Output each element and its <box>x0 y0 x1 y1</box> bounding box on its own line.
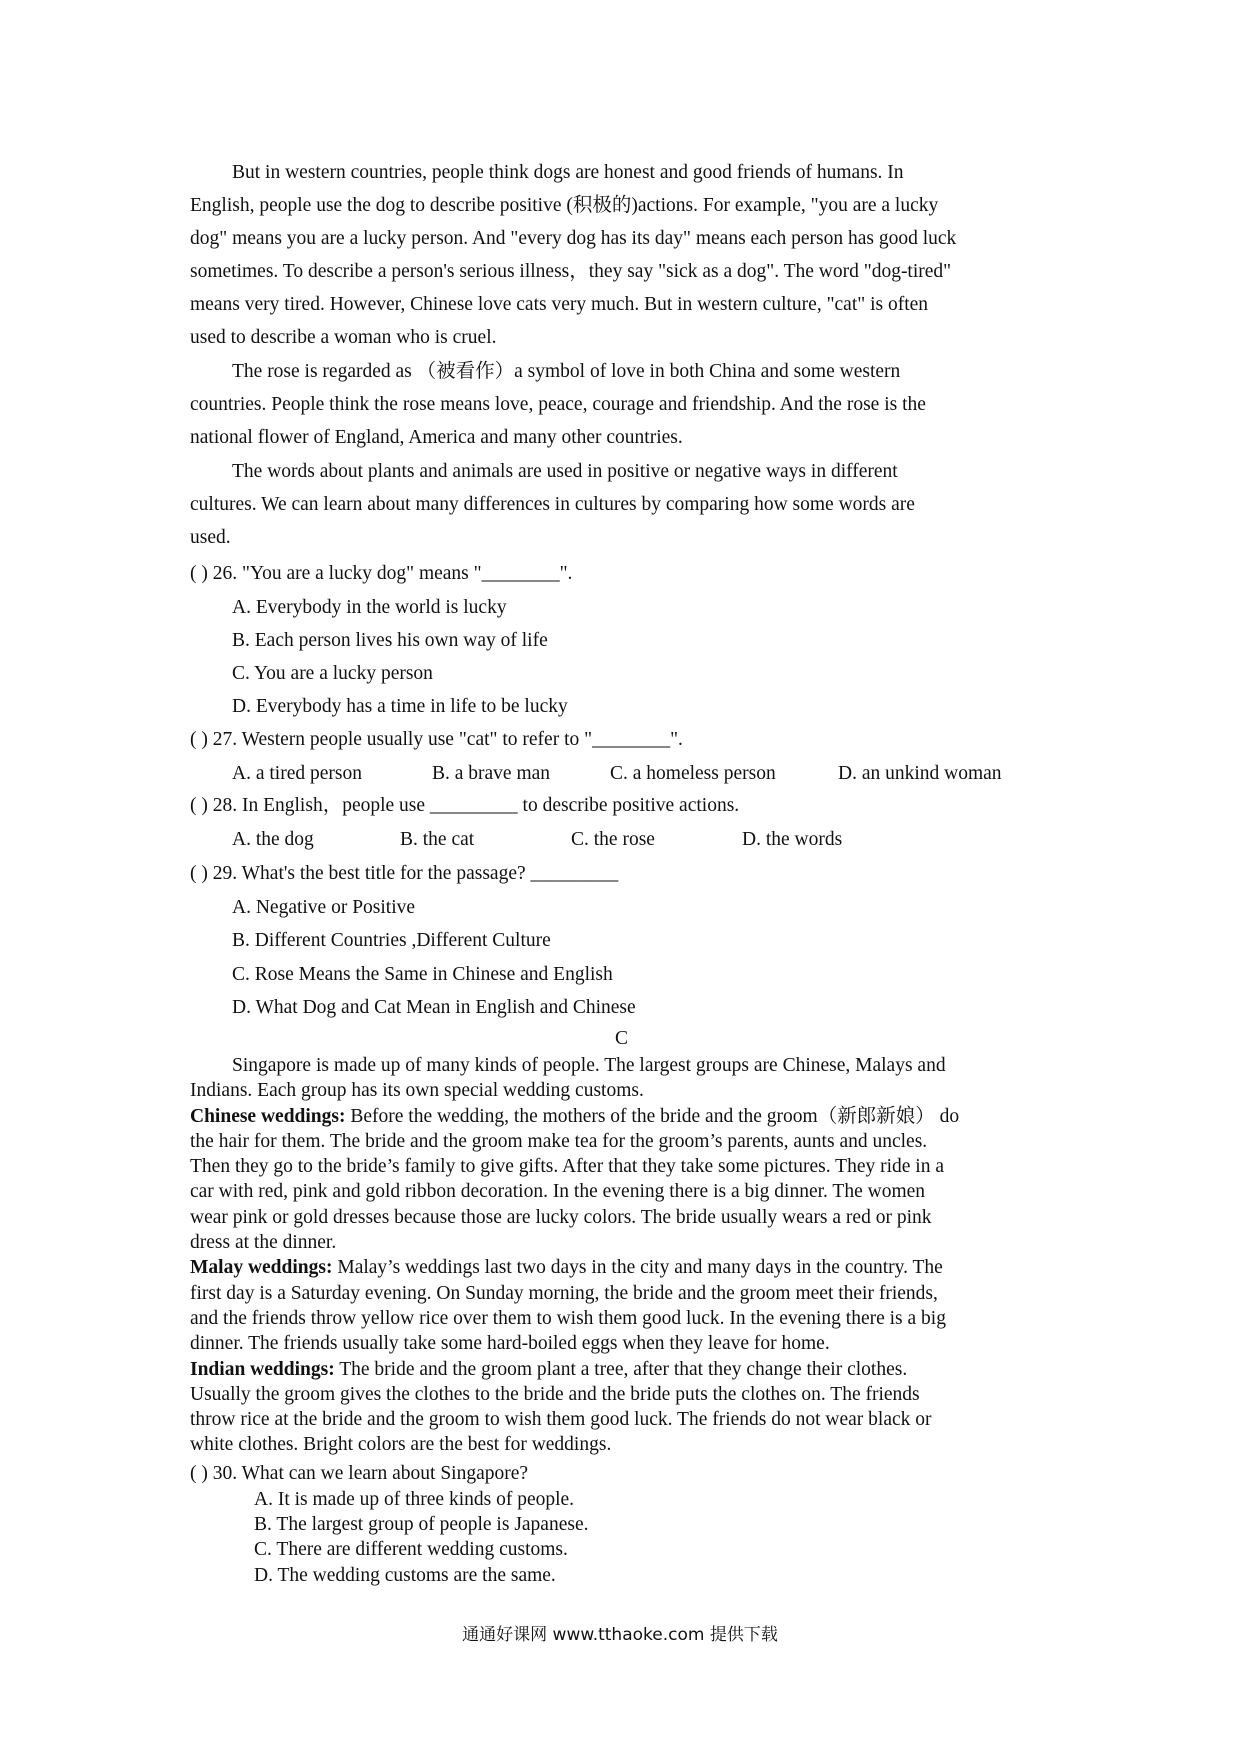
section-letter: C <box>615 1028 629 1049</box>
text-line: the hair for them. The bride and the groom make tea for the groom’s parents, aunts and uncles. <box>190 1130 928 1152</box>
text-line: English, people use the dog to describe positive (积极的)actions. For example, "you are a lucky <box>190 195 939 216</box>
text-line: The words about plants and animals are used in positive or negative ways in different <box>232 461 898 482</box>
page-footer: 通通好课网 www.tthaoke.com 提供下载 <box>462 1625 778 1645</box>
text-line: national flower of England, America and many other countries. <box>190 427 683 448</box>
question-29-option-b: B. Different Countries ,Different Culture <box>232 930 551 951</box>
question-30-option-b: B. The largest group of people is Japanese. <box>254 1514 589 1535</box>
passage-b-paragraph-2 <box>190 355 1060 454</box>
text-line: throw rice at the bride and the groom to wish them good luck. The friends do not wear black or <box>190 1409 932 1431</box>
question-30-option-a: A. It is made up of three kinds of people. <box>254 1489 575 1510</box>
text-line: Singapore is made up of many kinds of people. The largest groups are Chinese, Malays and <box>232 1055 946 1076</box>
question-27-option-b: B. a brave man <box>432 763 551 784</box>
text-line: wear pink or gold dresses because those are lucky colors. The bride usually wears a red or pink <box>190 1206 932 1228</box>
chinese-weddings-line <box>190 1104 1060 1129</box>
question-29-option-a: A. Negative or Positive <box>232 897 416 918</box>
text-line: car with red, pink and gold ribbon decoration. In the evening there is a big dinner. The women <box>190 1181 926 1203</box>
question-30-option-c: C. There are different wedding customs. <box>254 1539 568 1560</box>
chinese-weddings-label: Chinese weddings: <box>190 1105 346 1127</box>
text-line: dog" means you are a lucky person. And "every dog has its day" means each person has good luck <box>190 228 957 249</box>
text-line: cultures. We can learn about many differences in cultures by comparing how some words are <box>190 494 915 515</box>
question-30-stem: ( ) 30. What can we learn about Singapore? <box>190 1463 529 1484</box>
question-27-stem: ( ) 27. Western people usually use "cat" to refer to "________". <box>190 729 683 750</box>
question-26-stem: ( ) 26. "You are a lucky dog" means "________". <box>190 563 573 584</box>
question-28-option-b: B. the cat <box>400 829 475 850</box>
text-line: and the friends throw yellow rice over them to wish them good luck. In the evening there is a big <box>190 1307 946 1329</box>
indian-weddings-label: Indian weddings: <box>190 1358 335 1380</box>
text-line: The rose is regarded as （被看作）a symbol of love in both China and some western <box>232 361 901 382</box>
question-26-option-a: A. Everybody in the world is lucky <box>232 597 507 618</box>
question-29-option-d: D. What Dog and Cat Mean in English and Chinese <box>232 997 636 1018</box>
question-28-option-a: A. the dog <box>232 829 314 850</box>
question-30-option-d: D. The wedding customs are the same. <box>254 1565 556 1586</box>
question-29-stem: ( ) 29. What's the best title for the passage? _________ <box>190 863 619 884</box>
text-line: Then they go to the bride’s family to give gifts. After that they take some pictures. They ride in a <box>190 1156 944 1178</box>
text-line: Indians. Each group has its own special wedding customs. <box>190 1080 644 1102</box>
question-29-option-c: C. Rose Means the Same in Chinese and English <box>232 964 613 985</box>
text-line: used to describe a woman who is cruel. <box>190 327 497 348</box>
question-26-option-b: B. Each person lives his own way of life <box>232 630 548 651</box>
question-28-option-c: C. the rose <box>571 829 655 850</box>
question-27-option-c: C. a homeless person <box>610 763 776 784</box>
passage-b-paragraph-1 <box>190 156 1060 354</box>
text-run: Before the wedding, the mothers of the bride and the groom（新郎新娘） do <box>345 1105 960 1127</box>
text-line: But in western countries, people think dogs are honest and good friends of humans. In <box>232 162 904 183</box>
passage-c-text <box>190 1053 1060 1458</box>
text-line: used. <box>190 527 231 548</box>
malay-weddings-line <box>190 1255 1060 1280</box>
text-line: first day is a Saturday evening. On Sunday morning, the bride and the groom meet their friends, <box>190 1282 938 1304</box>
question-28-option-d: D. the words <box>742 829 843 850</box>
malay-weddings-label: Malay weddings: <box>190 1257 333 1279</box>
indian-weddings-line <box>190 1357 1060 1382</box>
text-line: countries. People think the rose means love, peace, courage and friendship. And the rose is the <box>190 394 926 415</box>
question-26-option-c: C. You are a lucky person <box>232 663 433 684</box>
question-27-option-a: A. a tired person <box>232 763 362 784</box>
text-line: dinner. The friends usually take some hard-boiled eggs when they leave for home. <box>190 1333 830 1355</box>
text-line: Usually the groom gives the clothes to the bride and the bride puts the clothes on. The friends <box>190 1383 920 1405</box>
text-line: means very tired. However, Chinese love cats very much. But in western culture, "cat" is often <box>190 294 929 315</box>
text-line: sometimes. To describe a person's serious illness，they say "sick as a dog". The word "dog-tired" <box>190 261 952 282</box>
text-line: white clothes. Bright colors are the best for weddings. <box>190 1434 612 1456</box>
text-run: The bride and the groom plant a tree, after that they change their clothes. <box>334 1358 908 1380</box>
question-26-option-d: D. Everybody has a time in life to be lucky <box>232 696 568 717</box>
text-run: Malay’s weddings last two days in the city and many days in the country. The <box>332 1257 943 1279</box>
question-28-stem: ( ) 28. In English，people use _________ to describe positive actions. <box>190 795 740 816</box>
passage-b-paragraph-3 <box>190 455 1060 554</box>
question-27-option-d: D. an unkind woman <box>838 763 1002 784</box>
text-line: dress at the dinner. <box>190 1232 337 1254</box>
